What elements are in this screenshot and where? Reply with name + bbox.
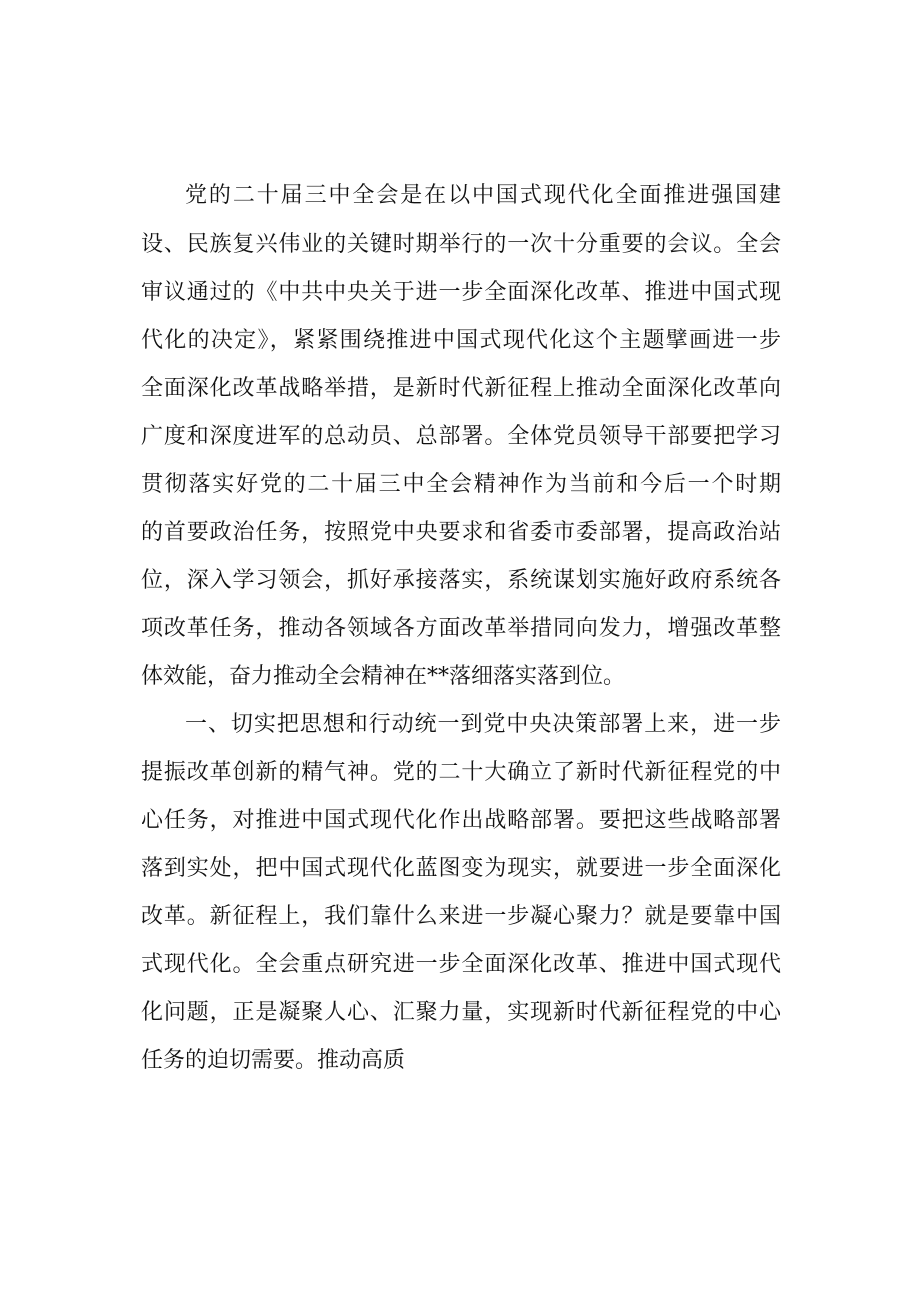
paragraph-1-line-3: 审议通过的《中共中央关于进一步全面深化改革、推进中国式现 (141, 280, 781, 305)
paragraph-2-line-7: 化问题，正是凝聚人心、汇聚力量，实现新时代新征程党的中心 (141, 1000, 781, 1025)
paragraph-2-line-6: 式现代化。全会重点研究进一步全面深化改革、推进中国式现代 (141, 952, 781, 977)
paragraph-1-line-10: 项改革任务，推动各领域各方面改革举措同向发力，增强改革整 (141, 616, 781, 641)
paragraph-2-line-8: 任务的迫切需要。推动高质 (141, 1048, 406, 1073)
paragraph-1-line-4: 代化的决定》，紧紧围绕推进中国式现代化这个主题擘画进一步 (141, 328, 781, 353)
paragraph-1-line-5: 全面深化改革战略举措，是新时代新征程上推动全面深化改革向 (141, 376, 781, 401)
paragraph-1-line-11: 体效能，奋力推动全会精神在**落细落实落到位。 (141, 664, 626, 689)
paragraph-1-line-1: 党的二十届三中全会是在以中国式现代化全面推进强国建 (185, 183, 781, 208)
paragraph-2-line-2: 提振改革创新的精气神。党的二十大确立了新时代新征程党的中 (141, 760, 781, 785)
paragraph-1-line-6: 广度和深度进军的总动员、总部署。全体党员领导干部要把学习 (141, 424, 781, 449)
paragraph-2-line-4: 落到实处，把中国式现代化蓝图变为现实，就要进一步全面深化 (141, 856, 781, 881)
paragraph-2-line-3: 心任务，对推进中国式现代化作出战略部署。要把这些战略部署 (141, 808, 781, 833)
paragraph-2-line-5: 改革。新征程上，我们靠什么来进一步凝心聚力？就是要靠中国 (141, 904, 781, 929)
paragraph-1-line-8: 的首要政治任务，按照党中央要求和省委市委部署，提高政治站 (141, 520, 781, 545)
paragraph-2-line-1: 一、切实把思想和行动统一到党中央决策部署上来，进一步 (185, 712, 781, 737)
paragraph-1-line-9: 位，深入学习领会，抓好承接落实，系统谋划实施好政府系统各 (141, 568, 781, 593)
paragraph-1-line-7: 贯彻落实好党的二十届三中全会精神作为当前和今后一个时期 (141, 472, 781, 497)
paragraph-1-line-2: 设、民族复兴伟业的关键时期举行的一次十分重要的会议。全会 (141, 232, 781, 257)
